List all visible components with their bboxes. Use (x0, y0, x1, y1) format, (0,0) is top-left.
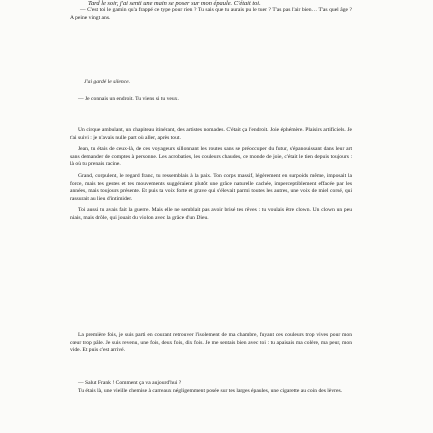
paragraph: Toi aussi tu avais fait la guerre. Mais elle ne semblait pas avoir brisé tes rêves : tu voulais être clown. Un clown un peu niais, mais drôle, qui jouait du violon avec la grâce d'un Dieu. (70, 207, 352, 221)
paragraph: La première fois, je suis parti en courant retrouver l'isolement de ma chambre, fuyant ces couleurs trop vives pour mon cœur trop pâle. Je suis revenu, une fois, deux fois, dix fois. Je me sentais bien avec toi : tu apaisais ma colère, ma peur, mon vide. Et puis c'est arrivé. (70, 332, 352, 354)
top-paragraph (70, 0, 352, 22)
bottom-paragraph (70, 332, 352, 359)
bottom-dialogue (70, 380, 352, 395)
dialogue-line: — Salut Frank ! Comment ça va aujourd'hui ? (78, 380, 182, 386)
line-connais: — Je connais un endroit. Tu viens si tu veux. (78, 96, 179, 102)
paragraph: Grand, corpulent, le regard franc, tu ressemblais à la paix. Ton corps massif, légèrement en surpoids même, imposait la force, mais tes gestes et tes mouvements suggéraient plutôt une grâce naturelle cachée, imperceptiblement effacée par les années, mais toujours présente. Et puis ta voix forte et grave qui s'élevait parmi toutes les autres, une voix de miel corsé, qui rassurait au lieu d'intimider. (70, 172, 352, 202)
paragraph: Jean, tu étais de ceux-là, de ces voyageurs sillonnant les routes sans se préoccuper du futur, s'épanouissant dans leur art sans demander de comptes à personne. Les acrobaties, les couleurs chaudes, ce monde de joie, c'était le tien depuis toujours : là où tu prenais racine. (70, 146, 352, 168)
paragraph: Tu étais là, une vieille chemise à carreaux négligemment posée sur tes larges épaules, une cigarette au coin des lèvres. (78, 387, 343, 394)
top-body: — C'est toi le gamin qu'a frappé ce type pour rien ? Tu sais que tu aurais pu le tuer ? T'as pas l'air bien… T'as quel âge ? A peine vingt ans. (70, 7, 352, 21)
top-line: Tard le soir, j'ai senti une main se poser sur mon épaule. C'était toi. (88, 0, 261, 7)
line-silence: J'ai gardé le silence. (84, 79, 131, 85)
middle-paragraphs (70, 127, 352, 227)
paragraph: Un cirque ambulant, un chapiteau itinérant, des artistes nomades. C'était ça l'endroit. Joie éphémère. Plaisirs artificiels. Je t'ai suivi : je n'avais nulle part où aller, après tout. (70, 127, 352, 141)
